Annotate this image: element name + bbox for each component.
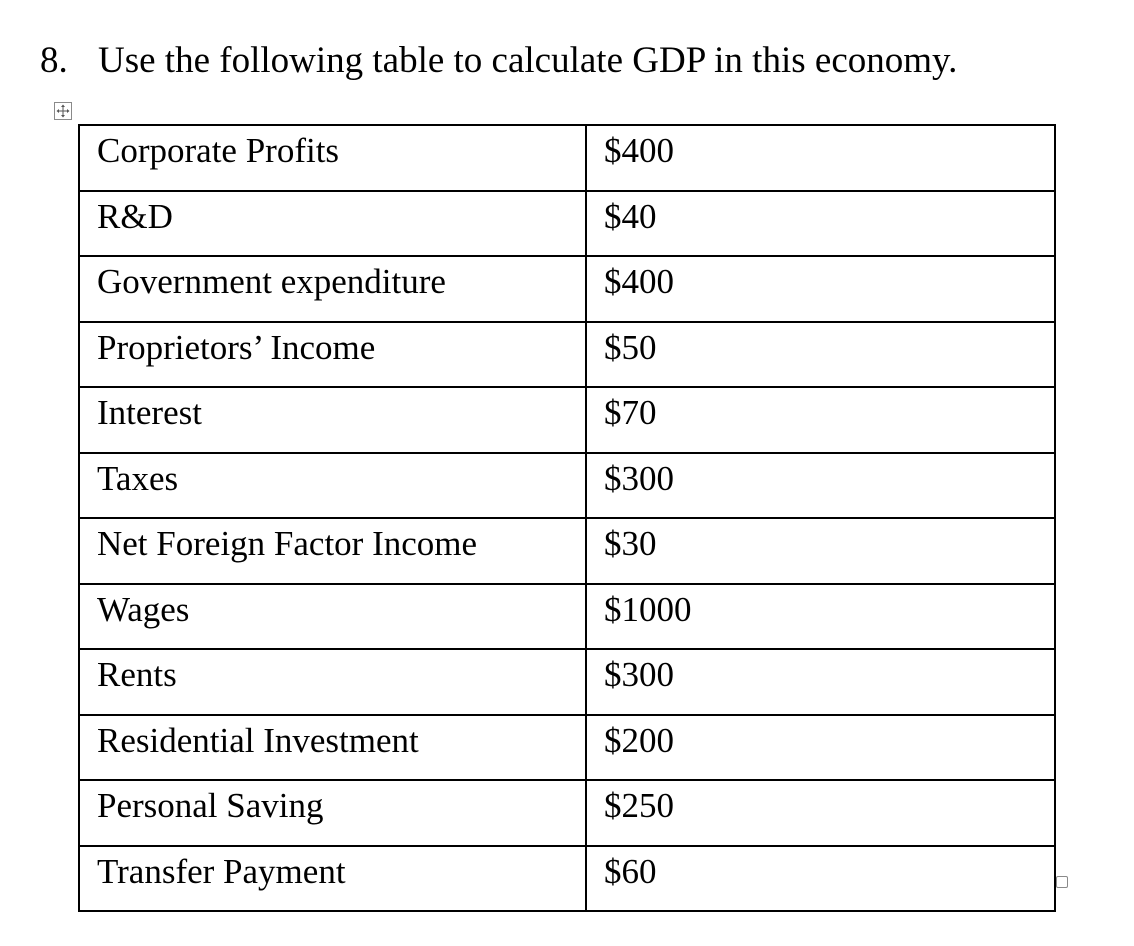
row-label: R&D: [79, 191, 586, 257]
row-label: Interest: [79, 387, 586, 453]
table-row: [79, 322, 1055, 388]
table-row: [79, 715, 1055, 781]
table-row: [79, 256, 1055, 322]
question-text: Use the following table to calculate GDP in this economy.: [98, 40, 958, 81]
resize-square-icon[interactable]: [1056, 876, 1068, 888]
row-value: $70: [586, 387, 1055, 453]
row-value: $300: [586, 453, 1055, 519]
row-label: Net Foreign Factor Income: [79, 518, 586, 584]
row-value: $60: [586, 846, 1055, 912]
row-label: Proprietors’ Income: [79, 322, 586, 388]
table-row: [79, 191, 1055, 257]
table-row: [79, 125, 1055, 191]
gdp-data-table: [78, 124, 1056, 912]
table-row: [79, 387, 1055, 453]
row-label: Rents: [79, 649, 586, 715]
row-value: $300: [586, 649, 1055, 715]
row-label: Taxes: [79, 453, 586, 519]
table-row: [79, 780, 1055, 846]
row-value: $1000: [586, 584, 1055, 650]
row-label: Wages: [79, 584, 586, 650]
row-label: Corporate Profits: [79, 125, 586, 191]
row-value: $30: [586, 518, 1055, 584]
row-value: $400: [586, 256, 1055, 322]
move-arrows-icon[interactable]: [54, 102, 72, 120]
row-label: Residential Investment: [79, 715, 586, 781]
row-value: $400: [586, 125, 1055, 191]
table-row: [79, 649, 1055, 715]
row-value: $50: [586, 322, 1055, 388]
row-value: $200: [586, 715, 1055, 781]
row-label: Transfer Payment: [79, 846, 586, 912]
row-value: $40: [586, 191, 1055, 257]
table-row: [79, 518, 1055, 584]
table-row: [79, 584, 1055, 650]
row-label: Personal Saving: [79, 780, 586, 846]
question-heading: [40, 38, 957, 84]
question-number: 8.: [40, 40, 68, 81]
row-value: $250: [586, 780, 1055, 846]
table-row: [79, 846, 1055, 912]
row-label: Government expenditure: [79, 256, 586, 322]
table-row: [79, 453, 1055, 519]
